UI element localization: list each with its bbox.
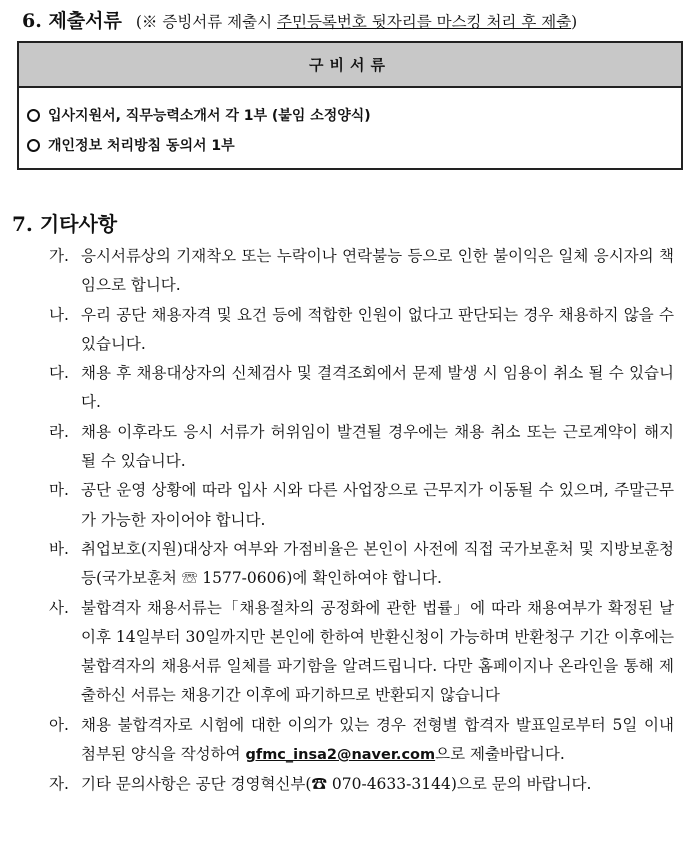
note-item [49,535,674,594]
note-marker: 나. [49,305,69,324]
note-item [49,242,674,301]
note-text: 취업보호(지원)대상자 여부와 가점비율은 본인이 사전에 직접 국가보훈처 및 지방보훈청 등(국가보훈처 ☏ 1577-0606)에 확인하여야 합니다. [81,539,674,588]
contact-email: gfmc_insa2@naver.com [245,747,436,764]
note-marker: 사. [49,598,69,617]
required-documents-header: 구비서류 [19,43,681,88]
note-text: 기타 문의사항은 공단 경영혁신부(☎ 070-4633-3144)으로 문의 바랍니다. [81,775,592,794]
note-marker: 라. [49,422,69,441]
note-item [49,301,674,360]
section-6-heading [22,6,577,33]
notes-list [49,242,674,800]
section-7-title: 7. 기타사항 [12,212,118,236]
circle-bullet-icon [27,109,40,122]
note-text: 채용 불합격자로 시험에 대한 이의가 있는 경우 전형별 합격자 발표일로부터 5일 이내 첨부된 양식을 작성하여 gfmc_insa2@naver.com으로 제출바랍니다. [81,715,674,764]
note-marker: 바. [49,539,69,558]
masking-note: (※ 증빙서류 제출시 주민등록번호 뒷자리를 마스킹 처리 후 제출) [135,13,578,31]
note-text: 공단 운영 상황에 따라 입사 시와 다른 사업장으로 근무지가 이동될 수 있으며, 주말근무가 가능한 자이어야 합니다. [81,481,674,529]
required-documents-list [19,88,681,160]
note-marker: 자. [49,775,69,794]
document-item: 입사지원서, 직무능력소개서 각 1부 (붙임 소정양식) [27,100,681,130]
section-6-title: 6. 제출서류 [22,10,122,32]
note-text: 채용 후 채용대상자의 신체검사 및 결격조회에서 문제 발생 시 임용이 취소 될 수 있습니다. [81,364,674,412]
note-text: 채용 이후라도 응시 서류가 허위임이 발견될 경우에는 채용 취소 또는 근로계약이 해지 될 수 있습니다. [81,422,674,471]
note-item [49,418,674,477]
note-text: 우리 공단 채용자격 및 요건 등에 적합한 인원이 없다고 판단되는 경우 채용하지 않을 수 있습니다. [81,305,674,353]
masking-note-underlined: 주민등록번호 뒷자리를 마스킹 처리 후 제출 [277,13,572,31]
circle-bullet-icon [27,139,40,152]
note-marker: 아. [49,715,69,734]
document-item: 개인정보 처리방침 동의서 1부 [27,130,681,160]
note-item [49,359,674,418]
note-marker: 다. [49,364,69,383]
note-item [49,770,674,799]
note-marker: 마. [49,481,69,500]
note-text: 불합격자 채용서류는「채용절차의 공정화에 관한 법률」에 따라 채용여부가 확정된 날 이후 14일부터 30일까지만 본인에 한하여 반환신청이 가능하며 반환청구 기간 이후에는 불합격자의 채용서류 일체를 파기함을 알려드립니다. 다만 홈페이지나 온라인을 통해 제출하신 서류는 채용기간 이후에 파기하므로 반환되지 않습니다 [81,598,674,705]
note-item [49,594,674,711]
note-item [49,711,674,771]
note-marker: 가. [49,247,69,265]
note-text: 응시서류상의 기재착오 또는 누락이나 연락불능 등으로 인한 불이익은 일체 응시자의 책임으로 합니다. [81,247,674,295]
required-documents-box [17,41,683,170]
note-item [49,476,674,535]
